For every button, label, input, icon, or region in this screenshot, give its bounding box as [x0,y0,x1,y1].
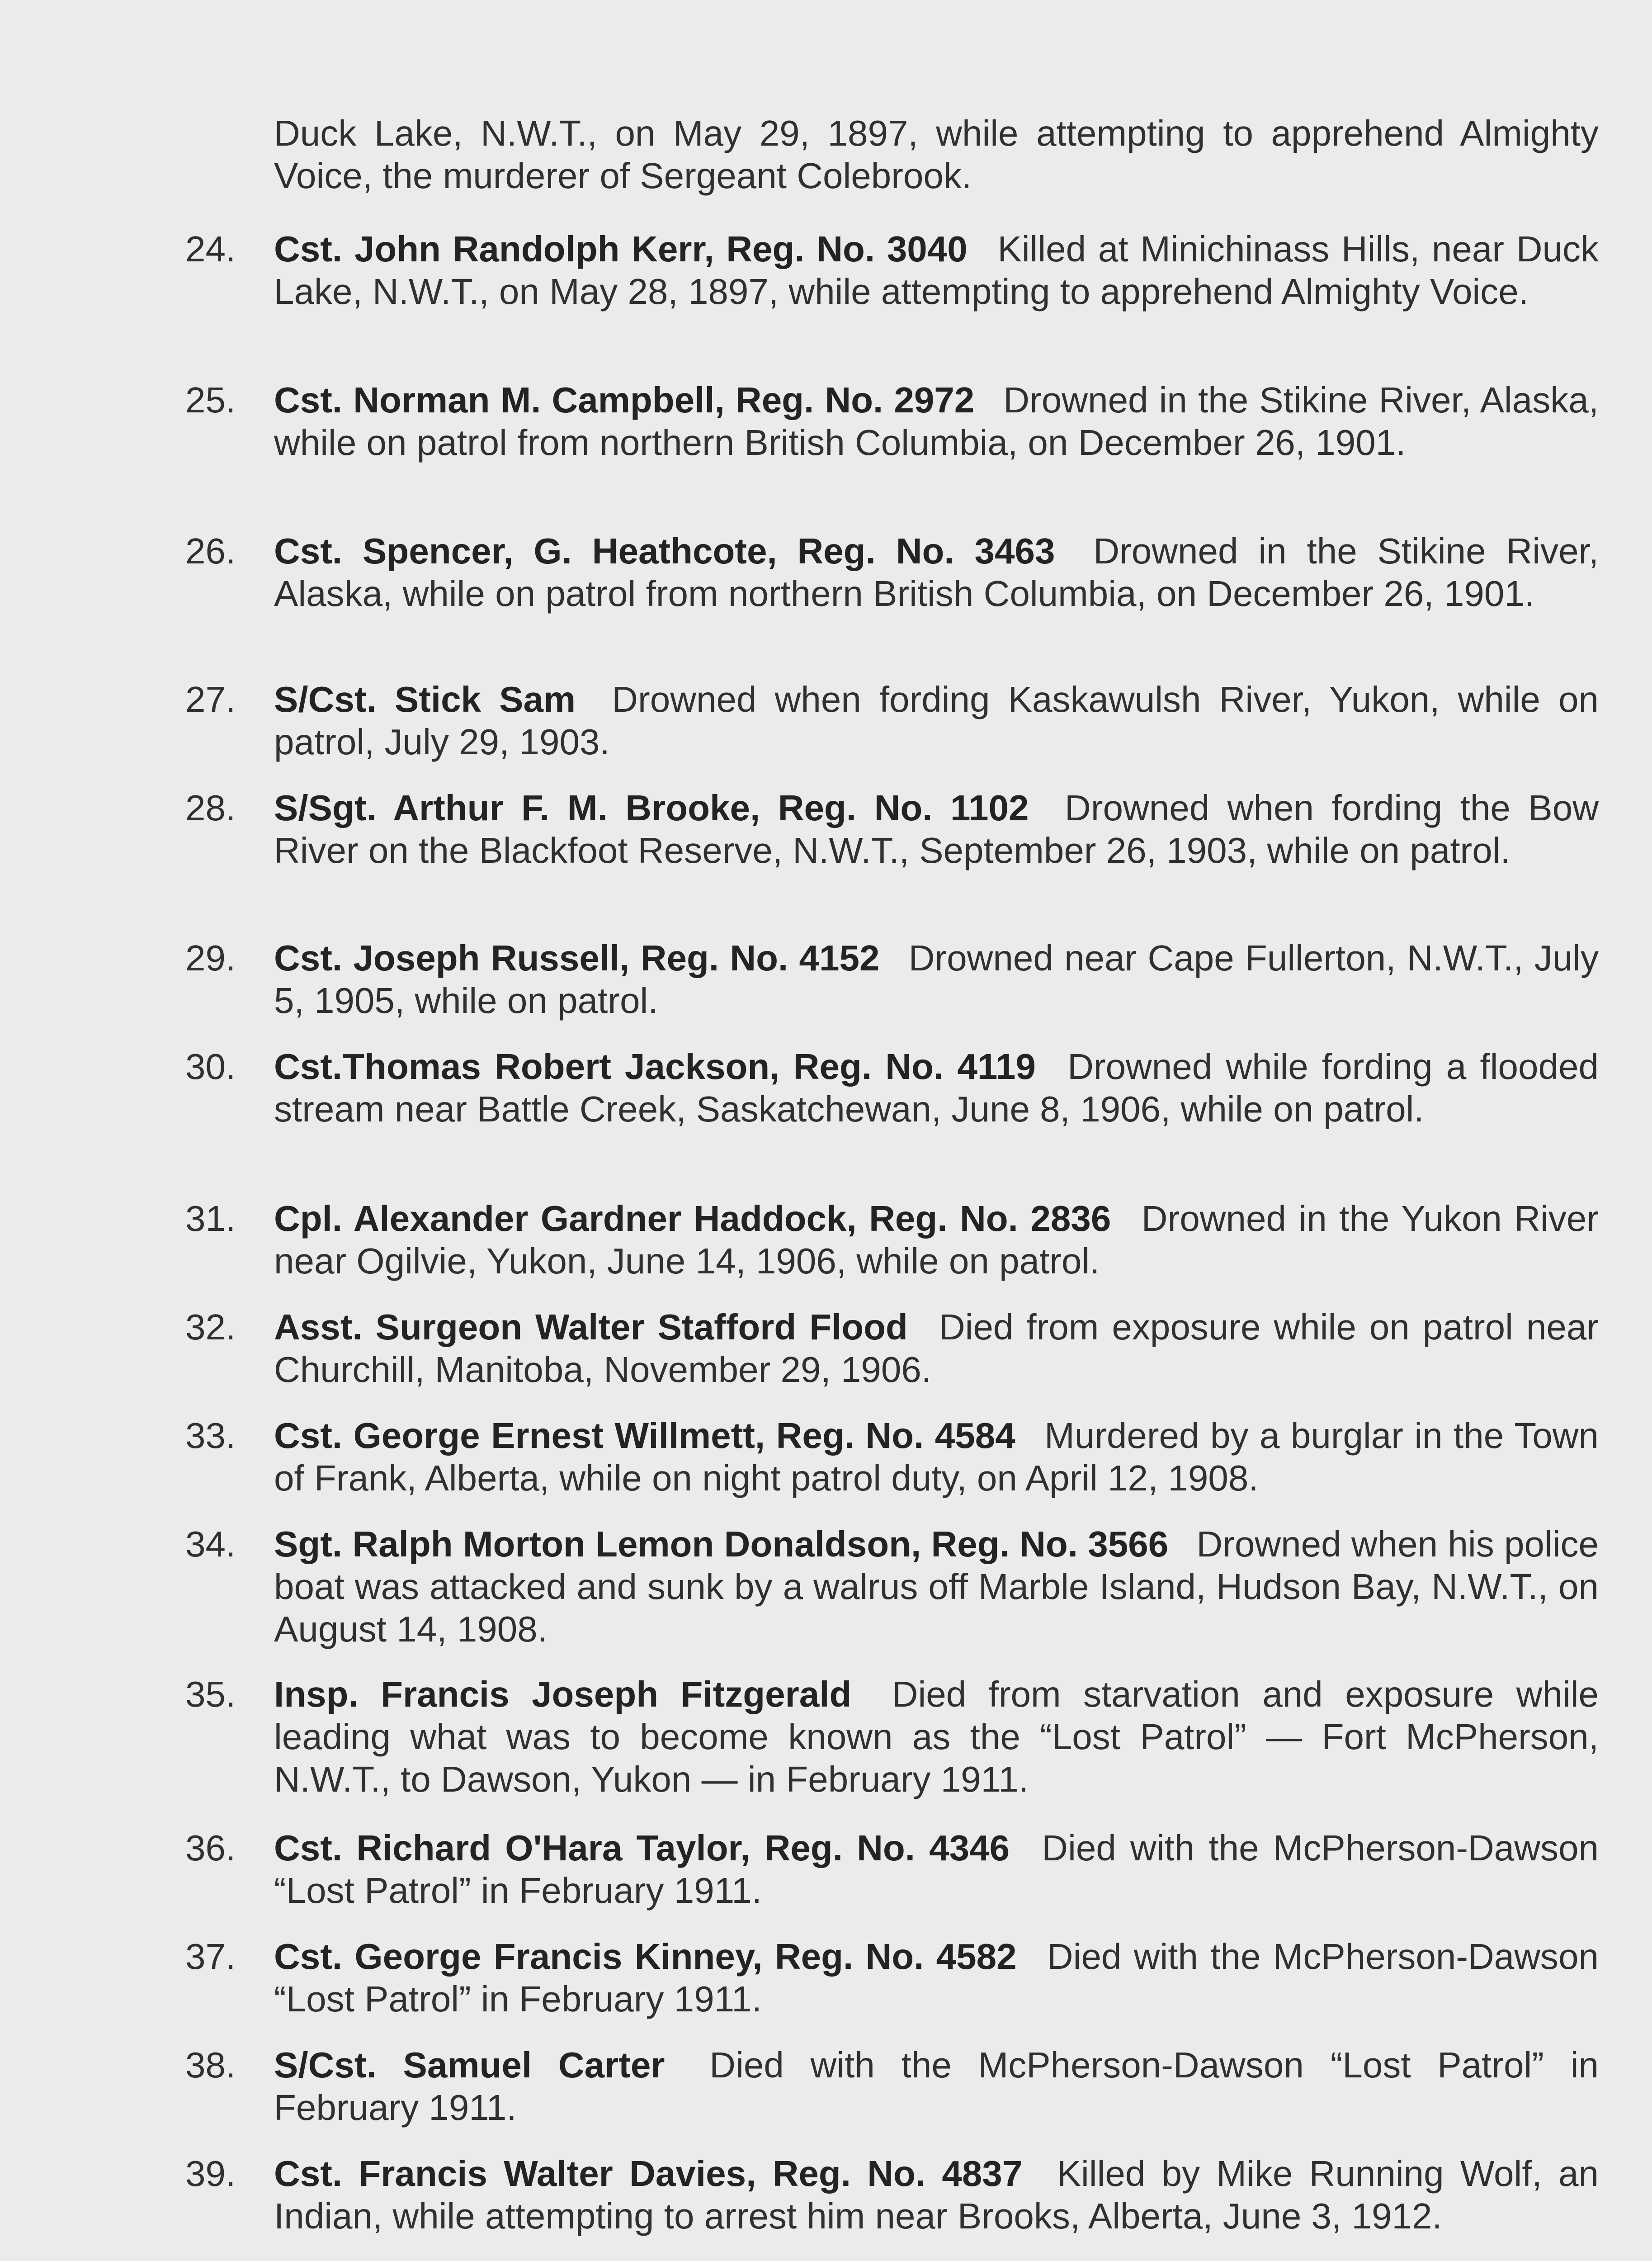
entry-body [274,1827,1599,1912]
entry-body [274,1197,1599,1282]
entry-number: 39. [185,2153,236,2194]
entry-name: Cst. Norman M. Campbell, Reg. No. 2972 [274,380,975,420]
entry-name: Insp. Francis Joseph Fitzgerald [274,1674,852,1714]
entry-text: Died with the McPherson-Dawson “Lost Patrol” in February 1911. [274,1936,1599,2019]
entry-body [274,1045,1599,1130]
entry-number: 37. [185,1936,236,1977]
entry-number: 33. [185,1415,236,1456]
entry-number: 27. [185,679,236,719]
entry-text: Drowned while fording a flooded stream near Battle Creek, Saskatchewan, June 8, 1906, while on patrol. [274,1046,1599,1129]
entry-text: Drowned when his police boat was attacked and sunk by a walrus off Marble Island, Hudson Bay, N.W.T., on August 14, 1908. [274,1524,1599,1649]
entry-body [274,1306,1599,1391]
entry-body [274,1523,1599,1651]
entry-body [274,228,1599,313]
entry-body [274,2152,1599,2237]
entry-text: Died with the McPherson-Dawson “Lost Patrol” in February 1911. [274,1828,1599,1911]
entry-body [274,1673,1599,1801]
entry-text: Drowned when fording the Bow River on the Blackfoot Reserve, N.W.T., September 26, 1903, while on patrol. [274,788,1599,870]
entry-number: 36. [185,1828,236,1868]
entry-body [274,1414,1599,1499]
entry-name: Cst. Richard O'Hara Taylor, Reg. No. 4346 [274,1828,1010,1868]
entry-body [274,787,1599,872]
entry-text: Killed at Minichinass Hills, near Duck Lake, N.W.T., on May 28, 1897, while attempting to apprehend Almighty Voice. [274,229,1599,312]
entry-name: S/Cst. Samuel Carter [274,2045,665,2085]
continuation-paragraph: Duck Lake, N.W.T., on May 29, 1897, while attempting to apprehend Almighty Voice, the murderer of Sergeant Colebrook. [274,113,1599,196]
entry-text: Died from starvation and exposure while leading what was to become known as the “Lost Patrol” — Fort McPherson, N.W.T., to Dawson, Yukon — in February 1911. [274,1674,1599,1799]
entry-number: 31. [185,1198,236,1239]
entry-text: Murdered by a burglar in the Town of Frank, Alberta, while on night patrol duty, on April 12, 1908. [274,1415,1599,1498]
entry-number: 32. [185,1307,236,1347]
entry-body [274,2044,1599,2129]
entry-text: Killed by Mike Running Wolf, an Indian, while attempting to arrest him near Brooks, Alberta, June 3, 1912. [274,2153,1599,2236]
entry-name: Sgt. Ralph Morton Lemon Donaldson, Reg. No. 3566 [274,1524,1169,1564]
entry-number: 24. [185,229,236,269]
entry-name: Cst. Francis Walter Davies, Reg. No. 4837 [274,2153,1023,2194]
entry-name: S/Sgt. Arthur F. M. Brooke, Reg. No. 1102 [274,788,1029,828]
entry-text: Died from exposure while on patrol near Churchill, Manitoba, November 29, 1906. [274,1307,1599,1390]
entry-name: Cpl. Alexander Gardner Haddock, Reg. No. 2836 [274,1198,1111,1239]
entry-body [274,1935,1599,2020]
entry-name: Cst.Thomas Robert Jackson, Reg. No. 4119 [274,1046,1036,1087]
entry-number: 29. [185,938,236,978]
entry-name: Cst. John Randolph Kerr, Reg. No. 3040 [274,229,968,269]
entry-body [274,937,1599,1022]
entry-text: Died with the McPherson-Dawson “Lost Patrol” in February 1911. [274,2045,1599,2128]
entry-body [274,379,1599,464]
entry-text: Drowned in the Stikine River, Alaska, while on patrol from northern British Columbia, on December 26, 1901. [274,531,1599,614]
entry-text: Drowned when fording Kaskawulsh River, Yukon, while on patrol, July 29, 1903. [274,679,1599,762]
entry-number: 30. [185,1046,236,1087]
entry-name: Cst. Joseph Russell, Reg. No. 4152 [274,938,880,978]
entry-number: 28. [185,788,236,828]
entry-number: 25. [185,380,236,420]
entry-name: Asst. Surgeon Walter Stafford Flood [274,1307,908,1347]
entry-name: Cst. George Ernest Willmett, Reg. No. 4584 [274,1415,1015,1456]
entry-number: 26. [185,531,236,571]
entry-text: Drowned near Cape Fullerton, N.W.T., July 5, 1905, while on patrol. [274,938,1599,1021]
entry-body [274,530,1599,615]
entry-number: 38. [185,2045,236,2085]
entry-name: Cst. Spencer, G. Heathcote, Reg. No. 3463 [274,531,1055,571]
entry-text: Drowned in the Yukon River near Ogilvie, Yukon, June 14, 1906, while on patrol. [274,1198,1599,1281]
entry-name: Cst. George Francis Kinney, Reg. No. 4582 [274,1936,1017,1977]
entry-number: 34. [185,1524,236,1564]
entry-number: 35. [185,1674,236,1714]
entry-name: S/Cst. Stick Sam [274,679,576,719]
entry-text: Drowned in the Stikine River, Alaska, while on patrol from northern British Columbia, on December 26, 1901. [274,380,1599,463]
entry-body [274,678,1599,763]
